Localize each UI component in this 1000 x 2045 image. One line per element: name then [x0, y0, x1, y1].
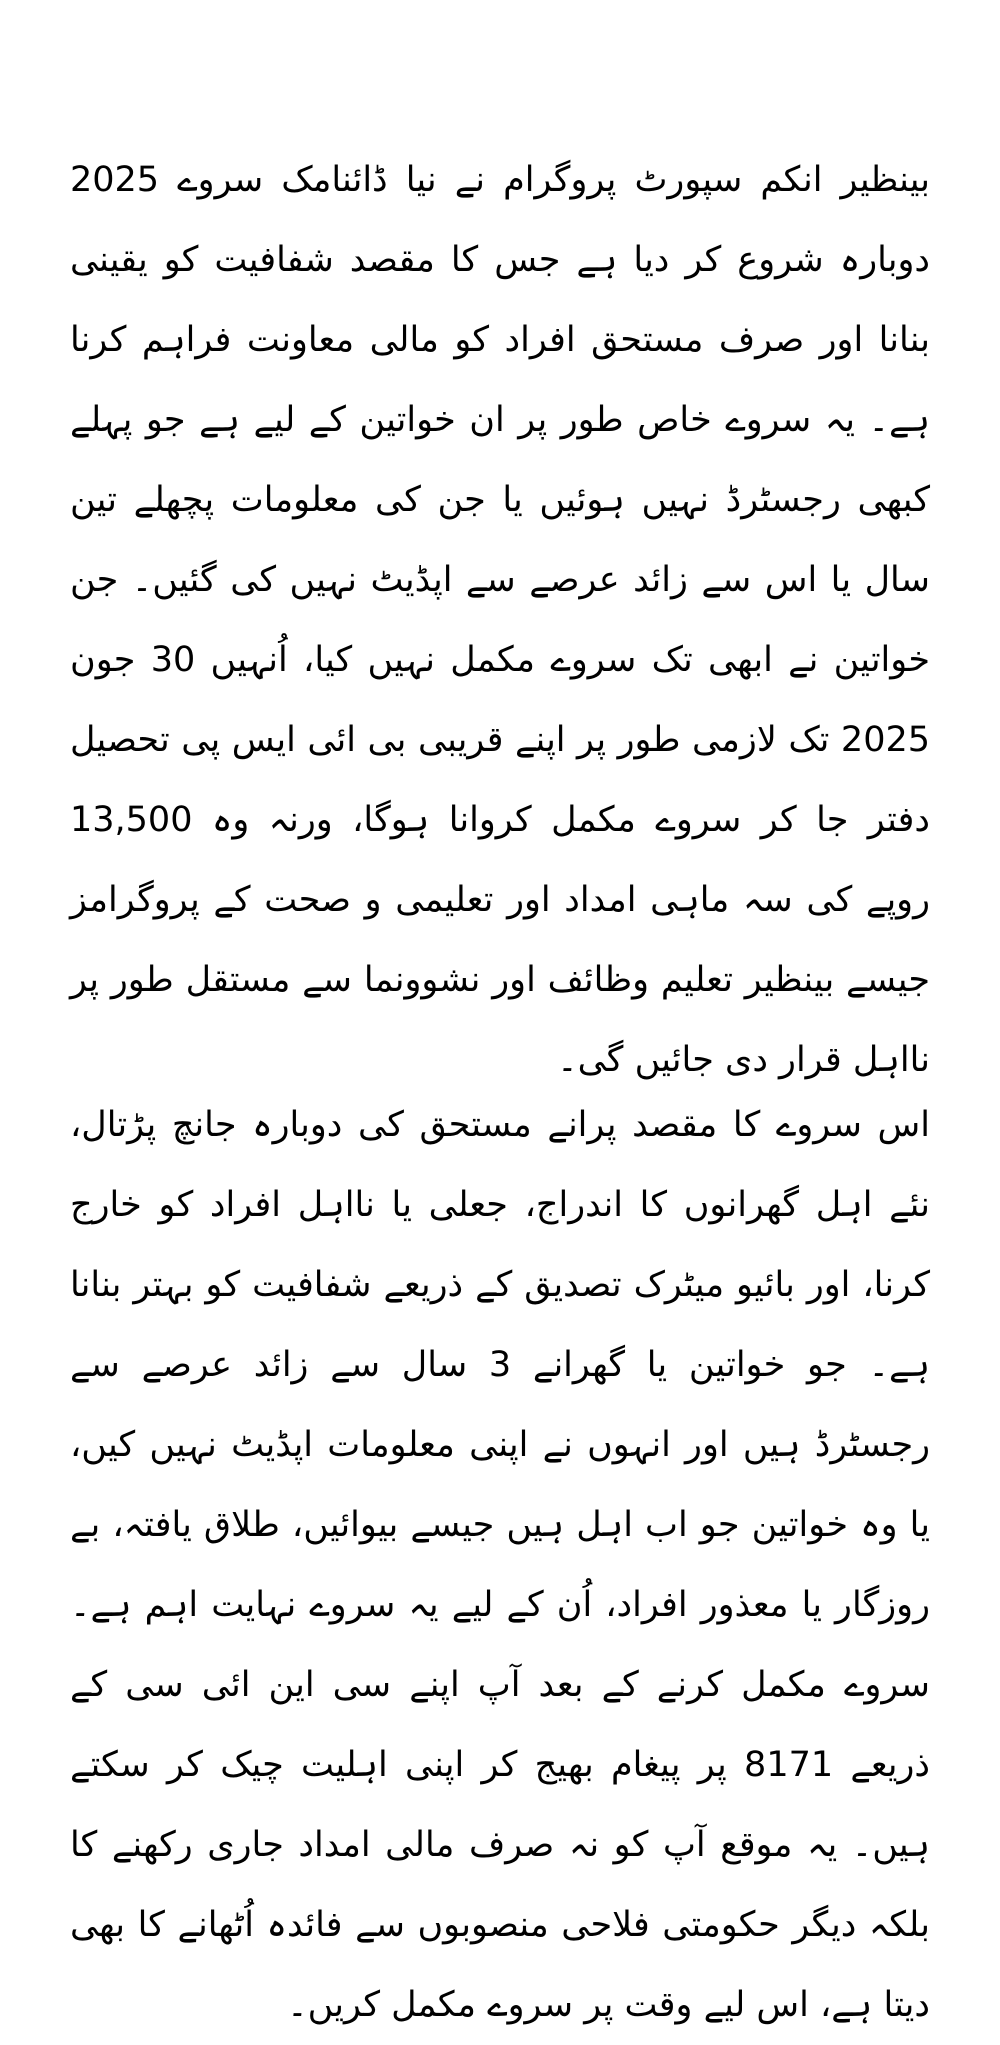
paragraph-survey-purpose: اس سروے کا مقصد پرانے مستحق کی دوبارہ جانچ پڑتال، نئے اہل گھرانوں کا اندراج، جعلی یا نااہل افراد کو خارج کرنا، اور بائیو میٹرک تصدیق کے ذریعے شفافیت کو بہتر بنانا ہے۔ جو خواتین یا گھرانے 3 سال سے زائد عرصے سے رجسٹرڈ ہیں اور انہوں نے اپنی معلومات اپڈیٹ نہیں کیں، یا وہ خواتین جو اب اہل ہیں جیسے بیوائیں، طلاق یافتہ، بے روزگار یا معذور افراد، اُن کے لیے یہ سروے نہایت اہم ہے۔ سروے مکمل کرنے کے بعد آپ اپنے سی این ائی سی کے ذریعے 8171 پر پیغام بھیج کر اپنی اہلیت چیک کر سکتے ہیں۔ یہ موقع آپ کو نہ صرف مالی امداد جاری رکھنے کا بلکہ دیگر حکومتی فلاحی منصوبوں سے فائدہ اُٹھانے کا بھی دیتا ہے، اس لیے وقت پر سروے مکمل کریں۔: [70, 1105, 931, 2025]
paragraph-survey-announcement: بینظیر انکم سپورٹ پروگرام نے نیا ڈائنامک سروے 2025 دوبارہ شروع کر دیا ہے جس کا مقصد شفافیت کو یقینی بنانا اور صرف مستحق افراد کو مالی معاونت فراہم کرنا ہے۔ یہ سروے خاص طور پر ان خواتین کے لیے ہے جو پہلے کبھی رجسٹرڈ نہیں ہوئیں یا جن کی معلومات پچھلے تین سال یا اس سے زائد عرصے سے اپڈیٹ نہیں کی گئیں۔ جن خواتین نے ابھی تک سروے مکمل نہیں کیا، اُنہیں 30 جون 2025 تک لازمی طور پر اپنے قریبی بی ائی ایس پی تحصیل دفتر جا کر سروے مکمل کروانا ہوگا، ورنہ وہ 13,500 روپے کی سہ ماہی امداد اور تعلیمی و صحت کے پروگرامز جیسے بینظیر تعلیم وظائف اور نشوونما سے مستقل طور پر نااہل قرار دی جائیں گی۔: [70, 160, 930, 1080]
